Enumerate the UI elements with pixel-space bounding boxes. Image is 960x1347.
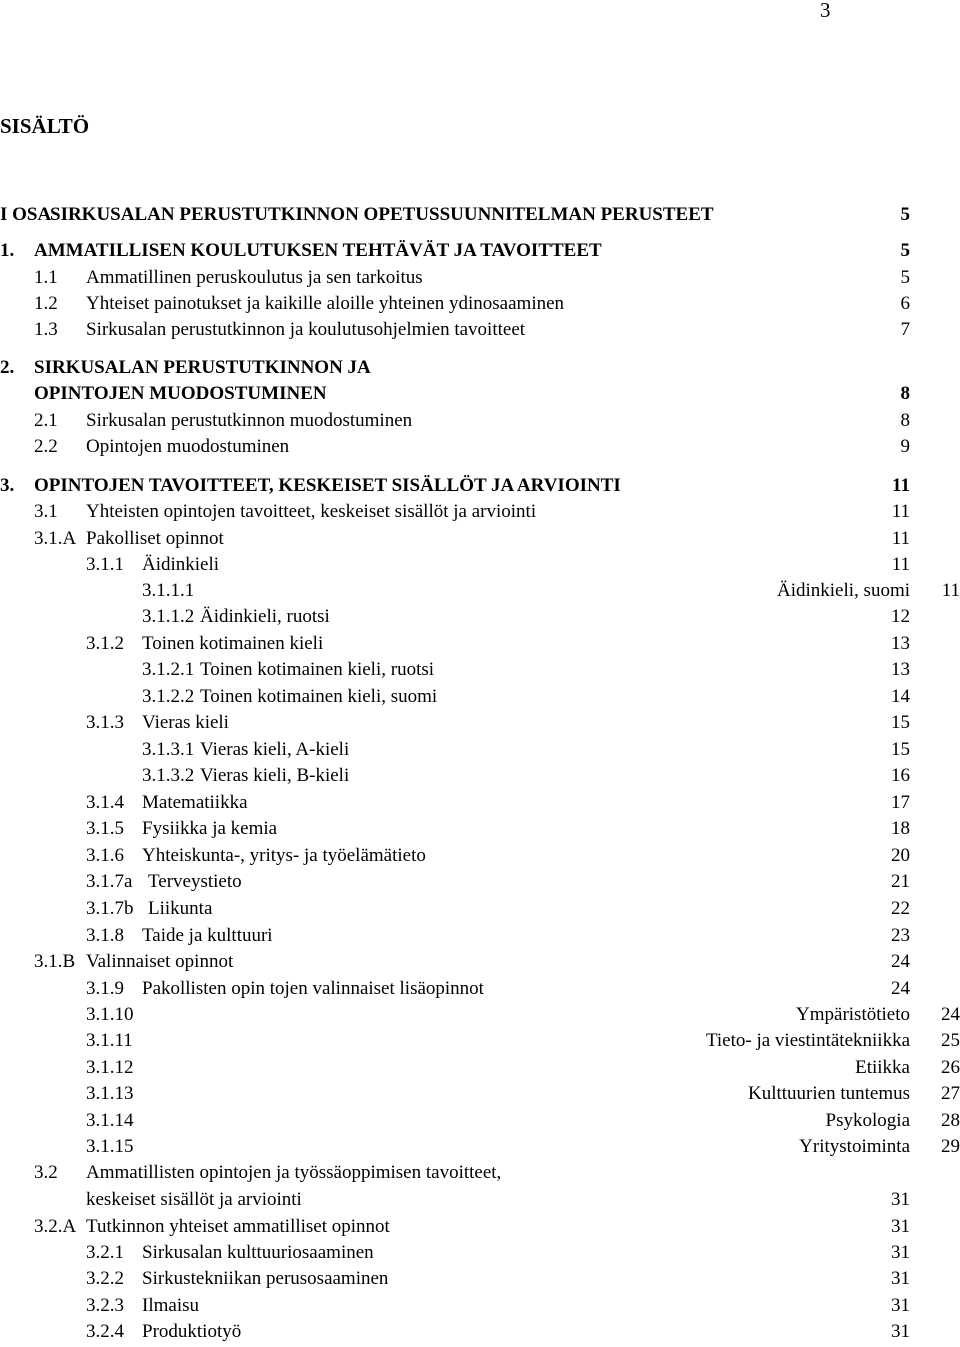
toc-title: Yhteiset painotukset ja kaikille aloille yhteinen ydinosaaminen bbox=[86, 293, 565, 314]
toc-entry bbox=[0, 766, 960, 786]
toc-title: Liikunta bbox=[148, 898, 213, 919]
toc-entry bbox=[0, 952, 960, 972]
toc-title: Yhteisten opintojen tavoitteet, keskeiset sisällöt ja arviointi bbox=[86, 501, 537, 522]
toc-entry bbox=[0, 1137, 960, 1157]
toc-title: Produktiotyö bbox=[142, 1321, 242, 1342]
toc-title: Vieras kieli bbox=[142, 712, 229, 733]
toc-number: 3.1.9 bbox=[86, 978, 124, 999]
toc-number: 3.1.1.1 bbox=[142, 580, 195, 601]
toc-title: Äidinkieli bbox=[142, 554, 220, 575]
toc-entry bbox=[0, 1031, 960, 1051]
toc-title: Toinen kotimainen kieli, ruotsi bbox=[200, 659, 435, 680]
toc-entry bbox=[0, 294, 960, 314]
toc-entry bbox=[0, 607, 960, 627]
toc-number: 3.1.7b bbox=[86, 898, 134, 919]
toc-entry bbox=[0, 687, 960, 707]
toc-title: Ammatillinen peruskoulutus ja sen tarkoitus bbox=[86, 267, 423, 288]
toc-page: 15 bbox=[891, 739, 910, 760]
toc-title: Tieto- ja viestintätekniikka bbox=[705, 1030, 910, 1051]
toc-title: Fysiikka ja kemia bbox=[142, 818, 278, 839]
toc-number: 2.1 bbox=[34, 410, 58, 431]
toc-number: I OSA bbox=[0, 204, 52, 225]
toc-page: 31 bbox=[891, 1268, 910, 1289]
toc-page: 9 bbox=[900, 436, 910, 457]
toc-number: 3.2.3 bbox=[86, 1295, 124, 1316]
toc-title: keskeiset sisällöt ja arviointi bbox=[86, 1189, 302, 1210]
toc-title: Taide ja kulttuuri bbox=[142, 925, 273, 946]
toc-number: 3.2 bbox=[34, 1162, 58, 1183]
toc-entry bbox=[0, 241, 960, 261]
toc-page: 8 bbox=[900, 410, 910, 431]
toc-entry bbox=[0, 1005, 960, 1025]
toc-number: 3.1.8 bbox=[86, 925, 124, 946]
toc-title: Sirkusalan perustutkinnon ja koulutusohjelmien tavoitteet bbox=[86, 319, 526, 340]
toc-number: 3.2.4 bbox=[86, 1321, 124, 1342]
toc-entry bbox=[0, 437, 960, 457]
toc-title: Etiikka bbox=[855, 1057, 910, 1078]
toc-number: 3.1.4 bbox=[86, 792, 124, 813]
toc-page: 31 bbox=[891, 1295, 910, 1316]
toc-number: 3.1.2 bbox=[86, 633, 124, 654]
toc-entry bbox=[0, 1243, 960, 1263]
toc-page: 5 bbox=[900, 267, 910, 288]
toc-title: Vieras kieli, B-kieli bbox=[200, 765, 350, 786]
toc-number: 3. bbox=[0, 475, 15, 496]
toc-entry bbox=[0, 634, 960, 654]
toc-page: 31 bbox=[891, 1321, 910, 1342]
toc-title: Äidinkieli, suomi bbox=[777, 580, 910, 601]
toc-entry bbox=[0, 529, 960, 549]
toc-title: AMMATILLISEN KOULUTUKSEN TEHTÄVÄT JA TAVOITTEET bbox=[34, 240, 602, 261]
toc-number: 1.1 bbox=[34, 267, 58, 288]
toc-title: Valinnaiset opinnot bbox=[86, 951, 234, 972]
toc-page: 7 bbox=[900, 319, 910, 340]
toc-entry bbox=[0, 819, 960, 839]
toc-title: Sirkusalan perustutkinnon muodostuminen bbox=[86, 410, 413, 431]
toc-page: 18 bbox=[891, 818, 910, 839]
toc-number: 2. bbox=[0, 357, 15, 378]
toc-page: 8 bbox=[900, 383, 910, 404]
toc-page: 31 bbox=[891, 1189, 910, 1210]
toc-number: 1.2 bbox=[34, 293, 58, 314]
toc-page: 25 bbox=[941, 1030, 960, 1051]
toc-title: Tutkinnon yhteiset ammatilliset opinnot bbox=[86, 1216, 390, 1237]
toc-number: 2.2 bbox=[34, 436, 58, 457]
toc-page: 11 bbox=[891, 501, 910, 522]
toc-page: 16 bbox=[891, 765, 910, 786]
toc-entry bbox=[0, 1322, 960, 1342]
toc-number: 3.1.6 bbox=[86, 845, 124, 866]
toc-entry bbox=[0, 872, 960, 892]
toc-number: 1. bbox=[0, 240, 15, 261]
toc-page: 12 bbox=[891, 606, 910, 627]
toc-entry bbox=[0, 1084, 960, 1104]
toc-number: 3.1.A bbox=[34, 528, 77, 549]
toc-title: Toinen kotimainen kieli bbox=[142, 633, 324, 654]
toc-number: 3.1.1.2 bbox=[142, 606, 195, 627]
toc-entry bbox=[0, 1217, 960, 1237]
toc-page: 20 bbox=[891, 845, 910, 866]
toc-number: 3.1.12 bbox=[86, 1057, 134, 1078]
toc-entry bbox=[0, 1269, 960, 1289]
toc-entry bbox=[0, 268, 960, 288]
toc-title: Terveystieto bbox=[148, 871, 242, 892]
toc-title: OPINTOJEN MUODOSTUMINEN bbox=[34, 383, 327, 404]
toc-entry bbox=[0, 1058, 960, 1078]
toc-title: Ympäristötieto bbox=[796, 1004, 910, 1025]
toc-title: Toinen kotimainen kieli, suomi bbox=[200, 686, 438, 707]
toc-entry bbox=[0, 358, 960, 378]
page-number: 3 bbox=[820, 0, 831, 22]
toc-entry bbox=[0, 740, 960, 760]
toc-number: 3.1.3 bbox=[86, 712, 124, 733]
toc-title: Matematiikka bbox=[142, 792, 248, 813]
toc-page: 13 bbox=[891, 633, 910, 654]
toc-number: 3.1.13 bbox=[86, 1083, 134, 1104]
toc-number: 3.1.11 bbox=[86, 1030, 133, 1051]
toc-entry bbox=[0, 926, 960, 946]
toc-page: 31 bbox=[891, 1242, 910, 1263]
toc-page: 24 bbox=[891, 951, 910, 972]
toc-title: Yhteiskunta-, yritys- ja työelämätieto bbox=[142, 845, 426, 866]
toc-entry bbox=[0, 1296, 960, 1316]
toc-title: Ilmaisu bbox=[142, 1295, 199, 1316]
toc-page: 14 bbox=[891, 686, 910, 707]
toc-number: 3.1 bbox=[34, 501, 58, 522]
toc-entry bbox=[0, 476, 960, 496]
toc-number: 3.1.15 bbox=[86, 1136, 134, 1157]
toc-number: 3.2.1 bbox=[86, 1242, 124, 1263]
toc-page: 11 bbox=[892, 475, 910, 496]
toc-title: Vieras kieli, A-kieli bbox=[200, 739, 350, 760]
toc-title: Äidinkieli, ruotsi bbox=[200, 606, 330, 627]
toc-page: 5 bbox=[900, 240, 910, 261]
toc-page: 31 bbox=[891, 1216, 910, 1237]
toc-number: 1.3 bbox=[34, 319, 58, 340]
toc-page: 28 bbox=[941, 1110, 960, 1131]
toc-entry bbox=[0, 1163, 960, 1183]
toc-number: 3.2.2 bbox=[86, 1268, 124, 1289]
toc-title: Psykologia bbox=[825, 1110, 910, 1131]
toc-number: 3.1.2.2 bbox=[142, 686, 195, 707]
toc-entry bbox=[0, 1190, 960, 1210]
toc-page: 27 bbox=[941, 1083, 960, 1104]
toc-entry bbox=[0, 979, 960, 999]
page-title: SISÄLTÖ bbox=[0, 114, 90, 138]
toc-title: OPINTOJEN TAVOITTEET, KESKEISET SISÄLLÖT JA ARVIOINTI bbox=[34, 475, 621, 496]
toc-entry bbox=[0, 713, 960, 733]
toc-entry bbox=[0, 384, 960, 404]
toc-entry bbox=[0, 899, 960, 919]
toc-page: 11 bbox=[891, 528, 910, 549]
toc-number: 3.2.A bbox=[34, 1216, 77, 1237]
toc-page: 15 bbox=[891, 712, 910, 733]
toc-title: Yritystoiminta bbox=[799, 1136, 910, 1157]
toc-title: SIRKUSALAN PERUSTUTKINNON JA bbox=[34, 357, 371, 378]
toc-entry bbox=[0, 660, 960, 680]
toc-number: 3.1.2.1 bbox=[142, 659, 195, 680]
toc-title: Opintojen muodostuminen bbox=[86, 436, 290, 457]
toc-entry bbox=[0, 205, 960, 225]
toc-page: 11 bbox=[941, 580, 960, 601]
toc-number: 3.1.5 bbox=[86, 818, 124, 839]
toc-page: 21 bbox=[891, 871, 910, 892]
toc-entry bbox=[0, 846, 960, 866]
toc-title: Pakollisten opin tojen valinnaiset lisäopinnot bbox=[142, 978, 484, 999]
toc-title: Sirkustekniikan perusosaaminen bbox=[142, 1268, 389, 1289]
toc-title: Pakolliset opinnot bbox=[86, 528, 224, 549]
toc-page: 6 bbox=[900, 293, 910, 314]
toc-number: 3.1.B bbox=[34, 951, 76, 972]
toc-page: 29 bbox=[941, 1136, 960, 1157]
toc-page: 23 bbox=[891, 925, 910, 946]
toc-number: 3.1.1 bbox=[86, 554, 124, 575]
toc-number: 3.1.3.1 bbox=[142, 739, 195, 760]
toc-title: SIRKUSALAN PERUSTUTKINNON OPETUSSUUNNITELMAN PERUSTEET bbox=[50, 204, 714, 225]
toc-page: 13 bbox=[891, 659, 910, 680]
toc-page: 17 bbox=[891, 792, 910, 813]
toc-title: Sirkusalan kulttuuriosaaminen bbox=[142, 1242, 374, 1263]
toc-title: Ammatillisten opintojen ja työssäoppimisen tavoitteet, bbox=[86, 1162, 502, 1183]
toc-number: 3.1.14 bbox=[86, 1110, 134, 1131]
toc-page: 5 bbox=[900, 204, 910, 225]
toc-entry bbox=[0, 555, 960, 575]
toc-number: 3.1.3.2 bbox=[142, 765, 195, 786]
toc-number: 3.1.10 bbox=[86, 1004, 134, 1025]
toc-page: 24 bbox=[891, 978, 910, 999]
toc-entry bbox=[0, 502, 960, 522]
toc-page: 26 bbox=[941, 1057, 960, 1078]
toc-page: 22 bbox=[891, 898, 910, 919]
toc-title: Kulttuurien tuntemus bbox=[747, 1083, 910, 1104]
toc-entry bbox=[0, 1111, 960, 1131]
toc-entry bbox=[0, 320, 960, 340]
toc-entry bbox=[0, 581, 960, 601]
toc-page: 11 bbox=[891, 554, 910, 575]
toc-entry bbox=[0, 411, 960, 431]
toc-number: 3.1.7a bbox=[86, 871, 133, 892]
toc-entry bbox=[0, 793, 960, 813]
toc-page: 24 bbox=[941, 1004, 960, 1025]
